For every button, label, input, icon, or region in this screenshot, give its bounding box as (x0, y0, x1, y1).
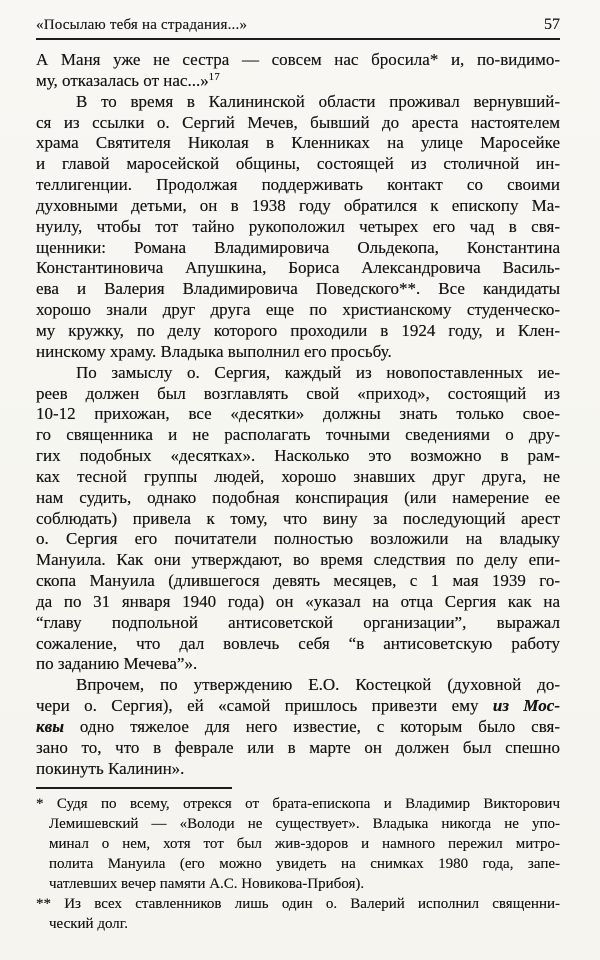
text-line (36, 675, 560, 696)
text-segment: из Мос- (492, 696, 560, 716)
text-segment: чери о. Сергия), ей (36, 696, 219, 716)
text-line (36, 133, 560, 154)
text-line (36, 92, 560, 113)
text-segment: нам судить, однако подобная конспирация (или намерение ее (36, 487, 560, 507)
text-line (36, 196, 560, 217)
text-segment: «самой пришлось привезти ему (218, 696, 493, 716)
text-line (36, 258, 560, 279)
text-segment: му кружку, по делу которого проходили в 1924 году, и Клен- (36, 320, 560, 340)
text-line (36, 342, 560, 363)
page-number: 57 (544, 16, 560, 33)
text-segment: и главой маросейской общины, состоящей из столичной ин- (36, 154, 560, 174)
text-line (36, 404, 560, 425)
text-segment: зано то, что в феврале или в марте он должен был спешно (36, 737, 560, 757)
text-line (36, 467, 560, 488)
text-segment: чатлевших вечер памяти А.С. Новикова-Прибоя). (49, 875, 365, 892)
footnote-line (36, 914, 560, 934)
text-line (36, 217, 560, 238)
text-line (36, 550, 560, 571)
text-segment: «указал на отца Сергия как на (305, 591, 560, 611)
text-line (36, 696, 560, 717)
footnote-line (36, 794, 560, 814)
text-line (36, 613, 560, 634)
text-segment: покинуть Калинин». (36, 758, 185, 778)
text-line (36, 571, 560, 592)
text-line (36, 238, 560, 259)
footnote-line (36, 894, 560, 914)
text-line (36, 113, 560, 134)
footnote-line (36, 874, 560, 894)
text-segment: полита Мануила (его можно увидеть на снимках 1980 года, запе- (49, 855, 560, 872)
text-line (36, 154, 560, 175)
text-segment: “главу подпольной антисоветской организации”, выражал (36, 612, 560, 632)
text-segment: Константиновича Апушкина, Бориса Александровича Василь- (36, 258, 560, 278)
text-line (36, 488, 560, 509)
text-segment: скопа Мануила (длившегося девять месяцев, с 1 мая 1939 го- (36, 571, 560, 591)
text-line (36, 71, 560, 92)
text-line (36, 529, 560, 550)
footnote (36, 894, 560, 934)
text-segment: В то время в Калининской области проживал вернувший- (76, 91, 560, 111)
text-line (36, 717, 560, 738)
text-segment: Мануила. Как они утверждают, во время следствия по делу епи- (36, 550, 560, 570)
text-line (36, 363, 560, 384)
text-segment: по заданию Мечева”». (36, 654, 198, 674)
text-segment: ческий долг. (49, 915, 128, 932)
text-line (36, 759, 560, 780)
text-line (36, 634, 560, 655)
text-segment: щенники: Романа Владимировича Ольдекопа, Константина (36, 237, 560, 257)
footnote-line (36, 814, 560, 834)
text-line (36, 446, 560, 467)
text-segment: Впрочем, по утверждению Е.О. Костецкой (духовной до- (76, 675, 560, 695)
text-segment: минал о нем, хотя тот был жив-здоров и намного пережил митро- (49, 835, 560, 852)
body-text (36, 50, 560, 780)
text-line (36, 509, 560, 530)
text-line (36, 425, 560, 446)
text-segment: теллигенции. Продолжая поддерживать контакт со своими (36, 175, 560, 195)
text-line (36, 321, 560, 342)
text-line (36, 279, 560, 300)
text-segment: квы (36, 717, 65, 736)
text-segment: А Маня уже не сестра — совсем нас бросила* и, по-видимо- (36, 50, 560, 69)
text-segment: го священника и не располагать точными сведениями о дру- (36, 425, 560, 445)
text-segment: нуилу, чтобы тот тайно рукоположил четырех его чад в свя- (36, 216, 560, 236)
text-segment: реев должен был возглавлять свой «приход», состоящий из (36, 383, 560, 403)
text-segment: сожаление, что дал вовлечь себя “в антисоветскую работу (36, 633, 560, 653)
text-segment: хорошо знали друг друга еще по христианскому студенческо- (36, 300, 560, 320)
text-segment: соблюдать) привела к тому, что вину за последующий арест (36, 508, 560, 528)
text-segment: ева и Валерия Владимировича Поведского**. Все кандидаты (36, 279, 560, 299)
footnote (36, 794, 560, 894)
header-rule (36, 38, 560, 40)
text-segment: о. Сергия его почитатели полностью возложили на владыку (36, 529, 560, 549)
paragraph (36, 675, 560, 779)
text-line (36, 300, 560, 321)
text-segment: ся из ссылки о. Сергий Мечев, бывший до ареста настоятелем (36, 112, 560, 132)
text-segment: да по 31 января 1940 года) он (36, 591, 306, 611)
text-segment: гих подобных «десятках». Насколько это возможно в рам- (36, 446, 560, 466)
text-segment: храма Святителя Николая в Кленниках на улице Маросейке (36, 133, 560, 153)
text-line (36, 654, 560, 675)
text-segment: Лемишевский — «Володи не существует». Владыка никогда не упо- (49, 815, 560, 832)
text-line (36, 175, 560, 196)
text-segment: му, отказалась от нас...» (36, 70, 209, 90)
text-segment: одно тяжелое для него известие, с которым было свя- (64, 717, 560, 736)
running-header (36, 15, 560, 35)
paragraph (36, 50, 560, 92)
text-segment: * Судя по всему, отрекся от брата-епископа и Владимир Викторович (36, 795, 560, 812)
text-segment: ** Из всех ставленников лишь один о. Валерий исполнил священни- (36, 895, 560, 912)
text-segment: нинскому храму. Владыка выполнил его просьбу. (36, 341, 392, 361)
footnote-line (36, 834, 560, 854)
text-segment: По замыслу о. Сергия, каждый из новопоставленных ие- (76, 362, 560, 382)
footnote-separator (36, 787, 232, 789)
text-line (36, 384, 560, 405)
text-segment: 10-12 прихожан, все «десятки» должны знать только свое- (36, 404, 560, 424)
text-segment: 17 (208, 71, 221, 83)
running-title: «Посылаю тебя на страдания...» (36, 17, 248, 33)
text-segment: духовными детьми, он в 1938 году обратился к епископу Ма- (36, 195, 560, 215)
footnotes (36, 794, 560, 934)
text-segment: ках тесной группы людей, хорошо знавших друг друга, не (36, 466, 560, 486)
paragraph (36, 363, 560, 676)
text-line (36, 738, 560, 759)
text-line (36, 592, 560, 613)
paragraph (36, 92, 560, 363)
footnote-line (36, 854, 560, 874)
text-line (36, 50, 560, 71)
